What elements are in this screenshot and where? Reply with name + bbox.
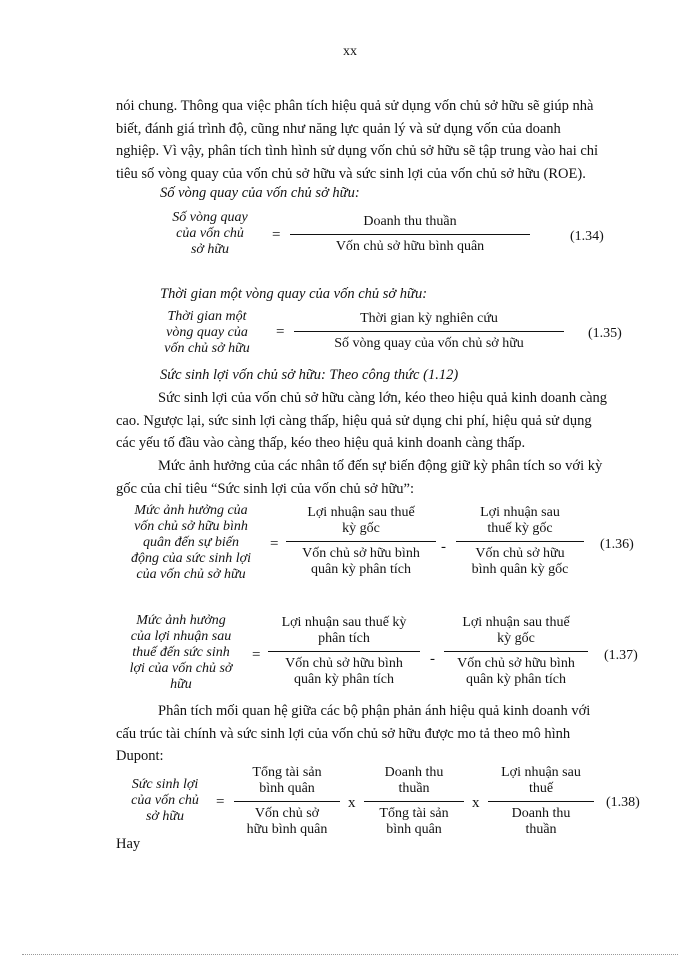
- paragraph-intro: [116, 95, 636, 185]
- fraction-1-36-a: Lợi nhuận sau thuế kỳ gốc Vốn chủ sở hữu bình quân kỳ phân tích: [286, 505, 436, 578]
- equation-lhs: Số vòng quay của vốn chủ sở hữu: [172, 210, 248, 257]
- equation-number: (1.35): [588, 326, 622, 341]
- fraction-1-34: Doanh thu thuần Vốn chủ sở hữu bình quân: [290, 214, 530, 255]
- equation-lhs: Mức ảnh hưởng của vốn chủ sở hữu bình quân đến sự biến động của sức sinh lợi của vốn chủ sở hữu: [130, 503, 252, 582]
- minus-sign: -: [441, 539, 446, 555]
- minus-sign: -: [430, 651, 435, 667]
- section-heading-roe: Sức sinh lợi vốn chủ sở hữu: Theo công thức (1.12): [160, 367, 459, 383]
- section-heading-turnover: Số vòng quay của vốn chủ sở hữu:: [160, 185, 360, 201]
- page-number: xx: [343, 44, 357, 59]
- text-line: biết, đánh giá trình độ, cũng như năng lực quản lý và sử dụng vốn của doanh: [116, 120, 561, 137]
- equation-number: (1.38): [606, 795, 640, 810]
- text-line: cao. Ngược lại, sức sinh lợi càng thấp, hiệu quả sử dụng chi phí, hiệu quả sử dụng: [116, 412, 592, 429]
- text-line: tiêu số vòng quay của vốn chủ sở hữu và sức sinh lợi của vốn chủ sở hữu (ROE).: [116, 165, 586, 182]
- equals-sign: =: [216, 794, 225, 810]
- text-line: các yếu tố đầu vào càng thấp, kéo theo hiệu quả kinh doanh càng thấp.: [116, 435, 526, 451]
- equals-sign: =: [272, 227, 281, 243]
- equation-lhs: Mức ảnh hưởng của lợi nhuận sau thuế đến sức sinh lợi của vốn chủ sở hữu: [129, 613, 233, 692]
- fraction-1-37-a: Lợi nhuận sau thuế kỳ phân tích Vốn chủ sở hữu bình quân kỳ phân tích: [268, 615, 420, 688]
- page-bottom-rule: [22, 954, 678, 955]
- paragraph-roe: [116, 387, 636, 455]
- text-line: Dupont:: [116, 748, 164, 764]
- fraction-1-38-b: Doanh thu thuần Tổng tài sản bình quân: [364, 765, 464, 838]
- paragraph-dupont: [116, 700, 636, 768]
- fraction-1-36-b: Lợi nhuận sau thuế kỳ gốc Vốn chủ sở hữu bình quân kỳ gốc: [456, 505, 584, 578]
- fraction-1-38-a: Tổng tài sản bình quân Vốn chủ sở hữu bình quân: [234, 765, 340, 838]
- text-line: nói chung. Thông qua việc phân tích hiệu quả sử dụng vốn chủ sở hữu sẽ giúp nhà: [116, 98, 594, 114]
- equation-lhs: Sức sinh lợi của vốn chủ sở hữu: [131, 777, 199, 824]
- equation-lhs: Thời gian một vòng quay của vốn chủ sở hữu: [164, 309, 250, 356]
- equals-sign: =: [270, 536, 279, 552]
- times-sign: x: [472, 795, 480, 811]
- text-line: Phân tích mối quan hệ giữa các bộ phận phản ánh hiệu quả kinh doanh với: [158, 703, 591, 719]
- section-heading-turnover-time: Thời gian một vòng quay của vốn chủ sở hữu:: [160, 286, 428, 302]
- times-sign: x: [348, 795, 356, 811]
- fraction-1-35: Thời gian kỳ nghiên cứu Số vòng quay của vốn chủ sở hữu: [294, 311, 564, 352]
- fraction-1-38-c: Lợi nhuận sau thuế Doanh thu thuần: [488, 765, 594, 838]
- text-line: Mức ảnh hưởng của các nhân tố đến sự biến động giữ kỳ phân tích so với kỳ: [158, 458, 603, 474]
- equation-number: (1.36): [600, 537, 634, 552]
- text-line: gốc của chỉ tiêu “Sức sinh lợi của vốn chủ sở hữu”:: [116, 480, 415, 497]
- paragraph-factors: [116, 455, 636, 500]
- equation-number: (1.37): [604, 648, 638, 663]
- text-line: Sức sinh lợi của vốn chủ sở hữu càng lớn, kéo theo hiệu quả kinh doanh càng: [158, 390, 608, 406]
- trailing-word: Hay: [116, 836, 141, 852]
- equals-sign: =: [252, 647, 261, 663]
- fraction-1-37-b: Lợi nhuận sau thuế kỳ gốc Vốn chủ sở hữu bình quân kỳ phân tích: [444, 615, 588, 688]
- equals-sign: =: [276, 324, 285, 340]
- equation-number: (1.34): [570, 229, 604, 244]
- text-line: cấu trúc tài chính và sức sinh lợi của vốn chủ sở hữu được mo tả theo mô hình: [116, 725, 571, 742]
- text-line: nghiệp. Vì vậy, phân tích tình hình sử dụng vốn chủ sở hữu sẽ tập trung vào hai chỉ: [116, 143, 599, 159]
